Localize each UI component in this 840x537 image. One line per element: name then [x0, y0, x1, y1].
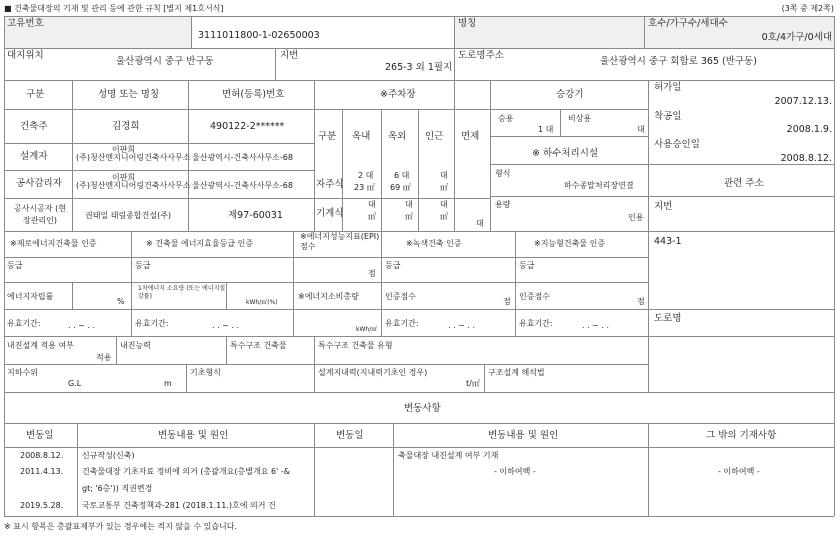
designer-license: 울산광역시-건축사사무소-68 — [192, 153, 293, 162]
designer-role: 설계자 — [20, 151, 48, 162]
self-rate-label: 에너지자립률 — [7, 292, 54, 301]
builder-role: 공사시공자 (현장관리인) — [13, 204, 67, 225]
smart-grade-label: 등급 — [519, 261, 535, 270]
changes-content-col: 변동내용 및 원인 — [158, 430, 229, 441]
self-outdoor: 6 대 — [394, 171, 410, 180]
grid-line — [314, 336, 315, 364]
change-date: 2011.4.13. — [20, 467, 64, 476]
grid-line — [834, 16, 835, 516]
col-license: 면허(등록)번호 — [222, 89, 285, 100]
groundwater-label: 지하수위 — [7, 368, 38, 377]
grid-line — [4, 16, 5, 516]
epi-score-unit: 점 — [368, 269, 376, 278]
bearing-unit: t/㎡ — [466, 379, 480, 388]
permit-value: 2007.12.13. — [774, 96, 832, 107]
grid-line — [393, 423, 394, 516]
special-structure-label: 특수구조 건축물 — [230, 341, 287, 350]
blank-mid: - 이하여백 - — [494, 467, 536, 476]
green-grade-label: 등급 — [385, 261, 401, 270]
self-rate-unit: % — [117, 297, 125, 306]
self-indoor: 2 대 — [358, 171, 374, 180]
grid-line — [4, 257, 649, 258]
grid-line — [4, 231, 834, 232]
cert-green: ※녹색건축 인증 — [406, 239, 462, 248]
grid-line — [314, 364, 315, 392]
grid-line — [4, 143, 314, 144]
grid-line — [381, 109, 382, 231]
grid-line — [490, 136, 648, 137]
grid-line — [72, 80, 73, 231]
grid-line — [131, 282, 132, 309]
self-near: 대 — [440, 171, 448, 180]
change-text-right: 축물대장 내진설계 여부 기재 — [398, 451, 499, 460]
smart-valid-label: 유효기간: — [519, 319, 553, 328]
smart-score-unit: 점 — [637, 297, 645, 306]
efficiency-valid-label: 유효기간: — [135, 319, 169, 328]
cert-epi: ※에너지성능지표(EPI) 점수 — [300, 232, 380, 251]
consumption-label: ※에너지소비총량 — [298, 292, 359, 301]
mech-outdoor: 대 — [405, 200, 413, 209]
elevator-title: 승강기 — [556, 89, 584, 100]
grid-line — [4, 364, 649, 365]
efficiency-grade-label: 등급 — [135, 261, 151, 270]
owner-role: 건축주 — [20, 121, 48, 132]
grid-line — [191, 16, 192, 48]
green-score-unit: 점 — [503, 297, 511, 306]
emergency-value: 대 — [637, 125, 645, 134]
grid-line — [4, 48, 834, 49]
grid-line — [490, 164, 834, 165]
permit-label: 허가일 — [654, 82, 682, 93]
changes-date-col: 변동일 — [26, 430, 54, 441]
units-value: 0호/4가구/0세대 — [761, 32, 832, 43]
change-date: 2008.8.12. — [20, 451, 64, 460]
parking-mech-label: 기계식 — [316, 208, 344, 219]
owner-name: 김경희 — [112, 121, 140, 132]
grid-line — [4, 423, 834, 424]
mech-near: 대 — [440, 200, 448, 209]
grid-line — [4, 16, 834, 17]
grid-line — [275, 48, 276, 80]
grid-line — [644, 16, 645, 48]
grid-line — [648, 80, 649, 392]
start-label: 착공일 — [654, 111, 682, 122]
self-near-area: ㎡ — [440, 183, 448, 192]
sewage-capacity-label: 용량 — [495, 200, 511, 209]
lot-value: 265-3 외 1필지 — [385, 62, 453, 73]
col-name: 성명 또는 명칭 — [98, 89, 160, 100]
designer-name: (주)청산엔지니어링건축사사무소 — [76, 153, 191, 162]
zero-valid-label: 유효기간: — [7, 319, 41, 328]
smart-valid-value: . . ~ . . — [582, 321, 610, 330]
changes-content-col-2: 변동내용 및 원인 — [488, 430, 559, 441]
efficiency-valid-value: . . ~ . . — [212, 321, 240, 330]
grid-line — [454, 109, 455, 231]
page-indicator: (3쪽 중 제2쪽) — [781, 4, 834, 13]
grid-line — [515, 231, 516, 336]
lot-label: 지번 — [280, 50, 299, 61]
consumption-unit: kWh/㎡ — [356, 326, 378, 333]
sewage-type-label: 형식 — [495, 169, 511, 178]
owner-license: 490122-2****** — [210, 121, 285, 132]
analysis-label: 구조설계 해석법 — [488, 368, 545, 377]
blank-right: - 이하여백 - — [718, 467, 760, 476]
approval-value: 2008.8.12. — [780, 153, 832, 164]
passenger-value: 1 대 — [538, 125, 554, 134]
emergency-label: 비상용 — [568, 114, 592, 123]
grid-line — [116, 336, 117, 364]
parking-col-near: 인근 — [425, 131, 444, 142]
supervisor-name: (주)청산엔지니어링건축사사무소 — [76, 181, 191, 190]
gl-unit: m — [164, 379, 172, 388]
grid-line — [454, 16, 455, 109]
start-value: 2008.1.9. — [786, 124, 832, 135]
changes-date-col-2: 변동일 — [336, 430, 364, 441]
designer-name-top: 이판희 — [112, 145, 136, 154]
form-title: ■ 건축물대장의 기재 및 관리 등에 관한 규칙 [별지 제1호서식] — [4, 4, 224, 13]
grid-line — [186, 364, 187, 392]
primary-energy-unit: kWh/㎡(%) — [246, 299, 278, 306]
grid-line — [72, 282, 73, 309]
seismic-capability-label: 내진능력 — [120, 341, 151, 350]
grid-line — [4, 282, 649, 283]
related-lot-value: 443-1 — [654, 236, 682, 247]
builder-license: 제97-60031 — [228, 210, 283, 221]
zero-grade-label: 등급 — [7, 261, 23, 270]
green-valid-label: 유효기간: — [385, 319, 419, 328]
exempt-unit: 대 — [476, 219, 484, 228]
mech-indoor: 대 — [368, 200, 376, 209]
changes-title: 변동사항 — [404, 403, 441, 414]
green-valid-value: . . ~ . . — [448, 321, 476, 330]
road-label: 도로명주소 — [458, 50, 504, 61]
site-value: 울산광역시 중구 반구동 — [116, 56, 214, 67]
change-text: 건축물대장 기초자료 정비에 의거 (총괄개요(층별개요 6' -& — [82, 467, 290, 476]
mech-near-area: ㎡ — [440, 212, 448, 221]
change-text: 국토교통부 건축정책과-281 (2018.1.11.)호에 의거 건 — [82, 501, 276, 510]
grid-line — [4, 170, 314, 171]
name-label: 명칭 — [458, 18, 477, 29]
related-road-label: 도로명 — [654, 313, 682, 324]
cert-efficiency: ※ 건축물 에너지효율등급 인증 — [146, 239, 254, 248]
cert-zero: ※제로에너지건축물 인증 — [10, 239, 97, 248]
supervisor-name-top: 이판희 — [112, 173, 136, 182]
green-cert-score: 인증점수 — [385, 292, 416, 301]
units-label: 호수/가구수/세대수 — [648, 18, 728, 29]
grid-line — [648, 423, 649, 516]
road-value: 울산광역시 중구 회합로 365 (반구동) — [600, 56, 757, 67]
bearing-label: 설계지내력(지내력기초인 경우) — [318, 368, 428, 377]
parking-col-type: 구분 — [318, 131, 337, 142]
passenger-label: 승용 — [498, 114, 514, 123]
self-indoor-area: 23 ㎡ — [354, 183, 375, 192]
parking-col-outdoor: 옥외 — [388, 131, 407, 142]
grid-line — [4, 80, 834, 81]
foundation-label: 기초형식 — [190, 368, 221, 377]
grid-line — [490, 196, 834, 197]
primary-energy-label: 1차에너지 소요량 (또는 에너지절감률) — [138, 285, 226, 300]
seismic-applied-label: 내진설계 적용 여부 — [7, 341, 74, 350]
sewage-capacity-value: 인용 — [628, 213, 644, 222]
sewage-title: ※ 하수처리시설 — [532, 148, 599, 159]
related-title: 관련 주소 — [724, 178, 764, 189]
grid-line — [490, 80, 491, 231]
parking-col-exempt: 면제 — [461, 131, 480, 142]
approval-label: 사용승인일 — [654, 139, 700, 150]
changes-other-col: 그 밖의 기재사항 — [706, 430, 777, 441]
mech-outdoor-area: ㎡ — [405, 212, 413, 221]
grid-line — [4, 109, 648, 110]
supervisor-license: 울산광역시-건축사사무소-68 — [192, 181, 293, 190]
grid-line — [381, 231, 382, 336]
grid-line — [4, 516, 834, 517]
smart-cert-score: 인증점수 — [519, 292, 550, 301]
grid-line — [4, 336, 834, 337]
grid-line — [4, 392, 834, 393]
seismic-applied-value: 적용 — [96, 353, 112, 362]
parking-self-label: 자주식 — [316, 179, 344, 190]
id-label: 고유번호 — [7, 18, 44, 29]
mech-indoor-area: ㎡ — [368, 212, 376, 221]
grid-line — [4, 447, 834, 448]
col-type: 구분 — [26, 89, 45, 100]
grid-line — [418, 109, 419, 231]
related-lot-label: 지번 — [654, 201, 673, 212]
parking-col-indoor: 옥내 — [352, 131, 371, 142]
grid-line — [560, 109, 561, 136]
builder-name: 권태일 태림종합건설(주) — [85, 211, 172, 220]
grid-line — [293, 231, 294, 336]
change-text: 신규작성(신축) — [82, 451, 135, 460]
parking-title: ※주차장 — [380, 89, 416, 100]
grid-line — [77, 423, 78, 516]
zero-valid-value: . . ~ . . — [68, 321, 96, 330]
self-outdoor-area: 69 ㎡ — [390, 183, 411, 192]
grid-line — [314, 423, 315, 516]
supervisor-role: 공사감리자 — [16, 178, 62, 189]
special-type-label: 특수구조 건축물 유형 — [318, 341, 393, 350]
sewage-type-value: 하수종말처리장연결 — [564, 181, 634, 190]
grid-line — [4, 309, 834, 310]
id-value: 3111011800-1-02650003 — [198, 30, 320, 41]
change-date: 2019.5.28. — [20, 501, 64, 510]
grid-line — [314, 80, 315, 231]
name-label-cell — [454, 16, 644, 48]
footer-note: ※ 표시 항목은 총괄표제부가 있는 경우에는 적지 않을 수 있습니다. — [4, 522, 238, 531]
grid-line — [484, 364, 485, 392]
grid-line — [226, 336, 227, 364]
site-label: 대지위치 — [7, 50, 44, 61]
gl-label: G.L — [68, 379, 82, 388]
change-text: gt; '6층')) 직권변경 — [82, 484, 153, 493]
cert-smart: ※지능형건축물 인증 — [534, 239, 606, 248]
